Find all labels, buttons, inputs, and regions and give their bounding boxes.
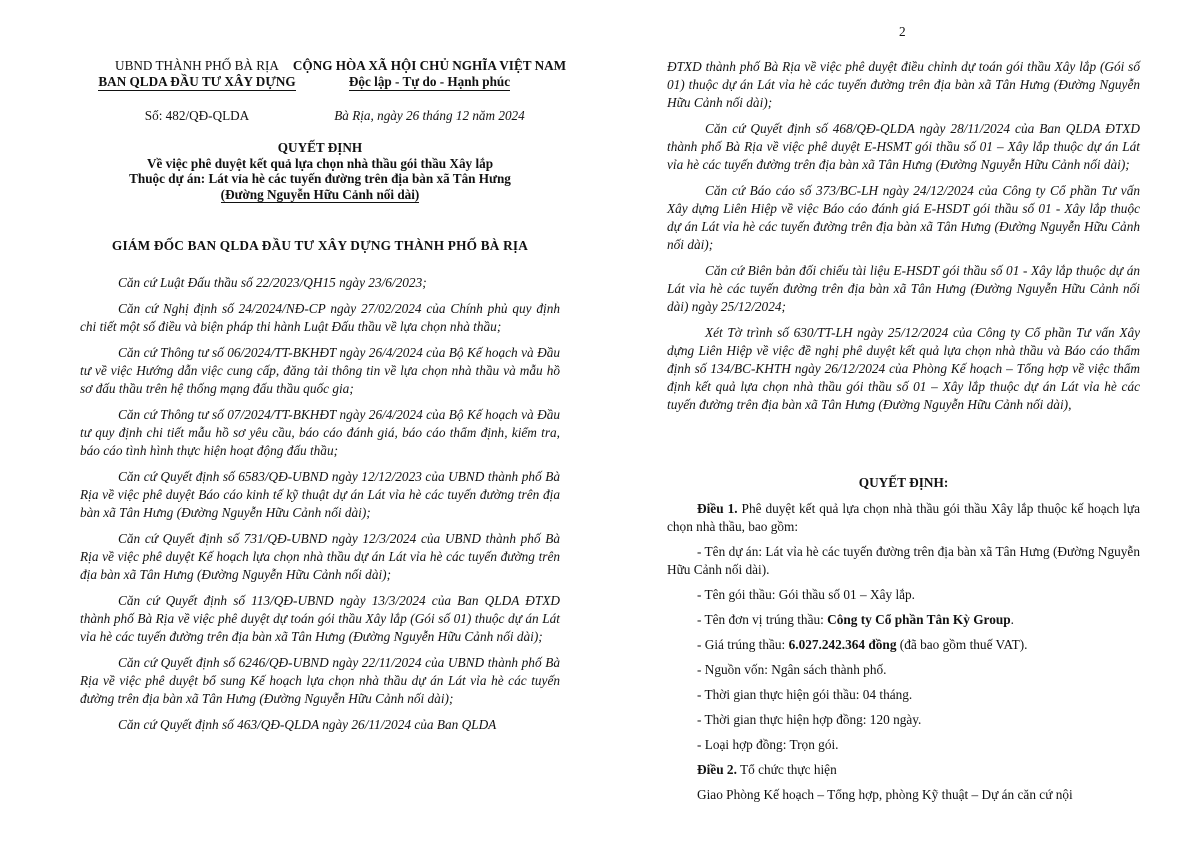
item-price-label: - Giá trúng thầu: <box>697 637 789 652</box>
basis-paragraph: Căn cứ Quyết định số 6583/QĐ-UBND ngày 12/12/2023 của UBND thành phố Bà Rịa về việc phê duyệt Báo cáo kinh tế kỹ thuật dự án Lát vỉa hè các tuyến đường trên địa bàn xã Tân Hưng (Đường Nguyễn Hữu Cảnh nối dài); <box>80 469 560 520</box>
basis-paragraph: Căn cứ Luật Đấu thầu số 22/2023/QH15 ngày 23/6/2023; <box>118 275 427 290</box>
article-2-body: Giao Phòng Kế hoạch – Tổng hợp, phòng Kỹ thuật – Dự án căn cứ nội <box>697 787 1073 802</box>
item-winner: - Tên đơn vị trúng thầu: Công ty Cổ phần Tân Kỳ Group. <box>697 612 1014 627</box>
title: QUYẾT ĐỊNH <box>277 140 363 155</box>
basis-paragraph: Căn cứ Quyết định số 113/QĐ-UBND ngày 13/3/2024 của Ban QLDA ĐTXD thành phố Bà Rịa về việc phê duyệt dự toán gói thầu Xây lắp (Gói số 01) thuộc dự án Lát vỉa hè các tuyến đường trên địa bàn xã Tân Hưng (Đường Nguyễn Hữu Cảnh nối dài); <box>80 593 560 644</box>
item-project: - Tên dự án: Lát vỉa hè các tuyến đường trên địa bàn xã Tân Hưng (Đường Nguyễn Hữu Cảnh nối dài). <box>667 544 1140 577</box>
nation-line-2: Độc lập - Tự do - Hạnh phúc <box>348 74 511 89</box>
article-2-text: Tổ chức thực hiện <box>736 762 837 777</box>
item-price-value: 6.027.242.364 đồng <box>788 637 897 652</box>
basis-paragraph: Căn cứ Thông tư số 06/2024/TT-BKHĐT ngày 26/4/2024 của Bộ Kế hoạch và Đầu tư về việc Hướng dẫn việc cung cấp, đăng tải thông tin về lựa chọn nhà thầu và mẫu hồ sơ đấu thầu trên hệ thống mạng đấu thầu quốc gia; <box>80 345 560 396</box>
document-number: Số: 482/QĐ-QLDA <box>144 108 250 123</box>
page-1 <box>80 0 567 842</box>
article-1-label: Điều 1. <box>697 501 738 516</box>
decision-articles <box>667 500 1140 811</box>
item-winner-value: Công ty Cổ phần Tân Kỳ Group <box>827 612 1011 627</box>
article-2 <box>667 761 1140 779</box>
director-heading: GIÁM ĐỐC BAN QLDA ĐẦU TƯ XÂY DỰNG THÀNH PHỐ BÀ RỊA <box>111 238 529 253</box>
place-date: Bà Rịa, ngày 26 tháng 12 năm 2024 <box>334 108 525 123</box>
item-package: - Tên gói thầu: Gói thầu số 01 – Xây lắp. <box>697 587 916 602</box>
subtitle-3: (Đường Nguyễn Hữu Cảnh nối dài) <box>220 186 420 202</box>
page-number: 2 <box>899 24 906 39</box>
basis-paragraph: Căn cứ Quyết định số 468/QĐ-QLDA ngày 28/11/2024 của Ban QLDA ĐTXD thành phố Bà Rịa về việc phê duyệt E-HSMT gói thầu số 01 – Xây lắp thuộc dự án Lát vỉa hè các tuyến đường trên địa bàn xã Tân Hưng (Đường Nguyễn Hữu Cảnh nối dài); <box>667 121 1140 172</box>
article-1 <box>667 500 1140 536</box>
basis-paragraph: Căn cứ Quyết định số 463/QĐ-QLDA ngày 26/11/2024 của Ban QLDA <box>118 717 497 732</box>
legal-basis-right <box>667 58 1140 422</box>
item-price-note: (đã bao gồm thuế VAT). <box>896 637 1028 652</box>
decision-heading: QUYẾT ĐỊNH: <box>858 475 949 490</box>
item-contract-time: - Thời gian thực hiện hợp đồng: 120 ngày. <box>697 712 922 727</box>
decision-title <box>80 140 560 203</box>
basis-paragraph: Căn cứ Nghị định số 24/2024/NĐ-CP ngày 27/02/2024 của Chính phủ quy định chi tiết một số điều và biện pháp thi hành Luật Đấu thầu về lựa chọn nhà thầu; <box>80 301 560 334</box>
legal-basis-left <box>80 274 560 742</box>
item-price <box>667 636 1140 654</box>
national-header <box>287 58 572 91</box>
agency-line-1: UBND THÀNH PHỐ BÀ RỊA <box>115 58 279 73</box>
item-duration: - Thời gian thực hiện gói thầu: 04 tháng. <box>697 687 913 702</box>
issuing-agency <box>92 58 302 91</box>
basis-paragraph: Căn cứ Biên bản đối chiếu tài liệu E-HSDT gói thầu số 01 - Xây lắp thuộc dự án Lát vỉa hè các tuyến đường trên địa bàn xã Tân Hưng (Đường Nguyễn Hữu Cảnh nối dài) ngày 25/12/2024; <box>667 263 1140 314</box>
item-winner-label: - Tên đơn vị trúng thầu: <box>697 612 828 627</box>
item-funding: - Nguồn vốn: Ngân sách thành phố. <box>697 662 887 677</box>
basis-paragraph: Căn cứ Báo cáo số 373/BC-LH ngày 24/12/2024 của Công ty Cổ phần Tư vấn Xây dựng Liên Hiệp về việc Báo cáo đánh giá E-HSDT gói thầu số 01 - Xây lắp thuộc dự án Lát vỉa hè các tuyến đường trên địa bàn xã Tân Hưng (Đường Nguyễn Hữu Cảnh nối dài); <box>667 183 1140 252</box>
nation-line-1: CỘNG HÒA XÃ HỘI CHỦ NGHĨA VIỆT NAM <box>292 58 567 73</box>
basis-paragraph: ĐTXD thành phố Bà Rịa về việc phê duyệt điều chỉnh dự toán gói thầu Xây lắp (Gói số 01) thuộc dự án Lát vỉa hè các tuyến đường trên địa bàn xã Tân Hưng (Đường Nguyễn Hữu Cảnh nối dài); <box>667 59 1140 110</box>
article-1-text: Phê duyệt kết quả lựa chọn nhà thầu gói thầu Xây lắp thuộc kế hoạch lựa chọn nhà thầu, bao gồm: <box>667 501 1140 534</box>
article-2-label: Điều 2. <box>697 762 737 777</box>
basis-paragraph: Căn cứ Quyết định số 6246/QĐ-UBND ngày 22/11/2024 của UBND thành phố Bà Rịa về việc phê duyệt bổ sung Kế hoạch lựa chọn nhà thầu dự án Lát vỉa hè các tuyến đường trên địa bàn xã Tân Hưng (Đường Nguyễn Hữu Cảnh nối dài); <box>80 655 560 706</box>
basis-paragraph: Căn cứ Quyết định số 731/QĐ-UBND ngày 12/3/2024 của UBND thành phố Bà Rịa về việc phê duyệt Kế hoạch lựa chọn nhà thầu dự án Lát vỉa hè các tuyến đường trên địa bàn xã Tân Hưng (Đường Nguyễn Hữu Cảnh nối dài); <box>80 531 560 582</box>
subtitle-1: Về việc phê duyệt kết quả lựa chọn nhà thầu gói thầu Xây lắp <box>146 155 494 171</box>
subtitle-2: Thuộc dự án: Lát vỉa hè các tuyến đường trên địa bàn xã Tân Hưng <box>129 171 511 186</box>
basis-paragraph: Căn cứ Thông tư số 07/2024/TT-BKHĐT ngày 26/4/2024 của Bộ Kế hoạch và Đầu tư quy định chi tiết mẫu hồ sơ yêu cầu, báo cáo đánh giá, báo cáo thẩm định, kiểm tra, báo cáo tình hình thực hiện hoạt động đấu thầu; <box>80 407 560 458</box>
item-contract-type: - Loại hợp đồng: Trọn gói. <box>697 737 839 752</box>
basis-paragraph: Xét Tờ trình số 630/TT-LH ngày 25/12/2024 của Công ty Cổ phần Tư vấn Xây dựng Liên Hiệp về việc đề nghị phê duyệt kết quả lựa chọn nhà thầu và Báo cáo thẩm định số 134/BC-KHTH ngày 26/12/2024 của Phòng Kế hoạch – Tổng hợp về việc thẩm định kết quả lựa chọn nhà thầu gói thầu số 01 – Xây lắp thuộc dự án Lát vỉa hè các tuyến đường trên địa bàn xã Tân Hưng (Đường Nguyễn Hữu Cảnh nối dài), <box>667 325 1140 412</box>
page-2 <box>667 0 1140 842</box>
agency-line-2: BAN QLDA ĐẦU TƯ XÂY DỰNG <box>98 74 296 89</box>
